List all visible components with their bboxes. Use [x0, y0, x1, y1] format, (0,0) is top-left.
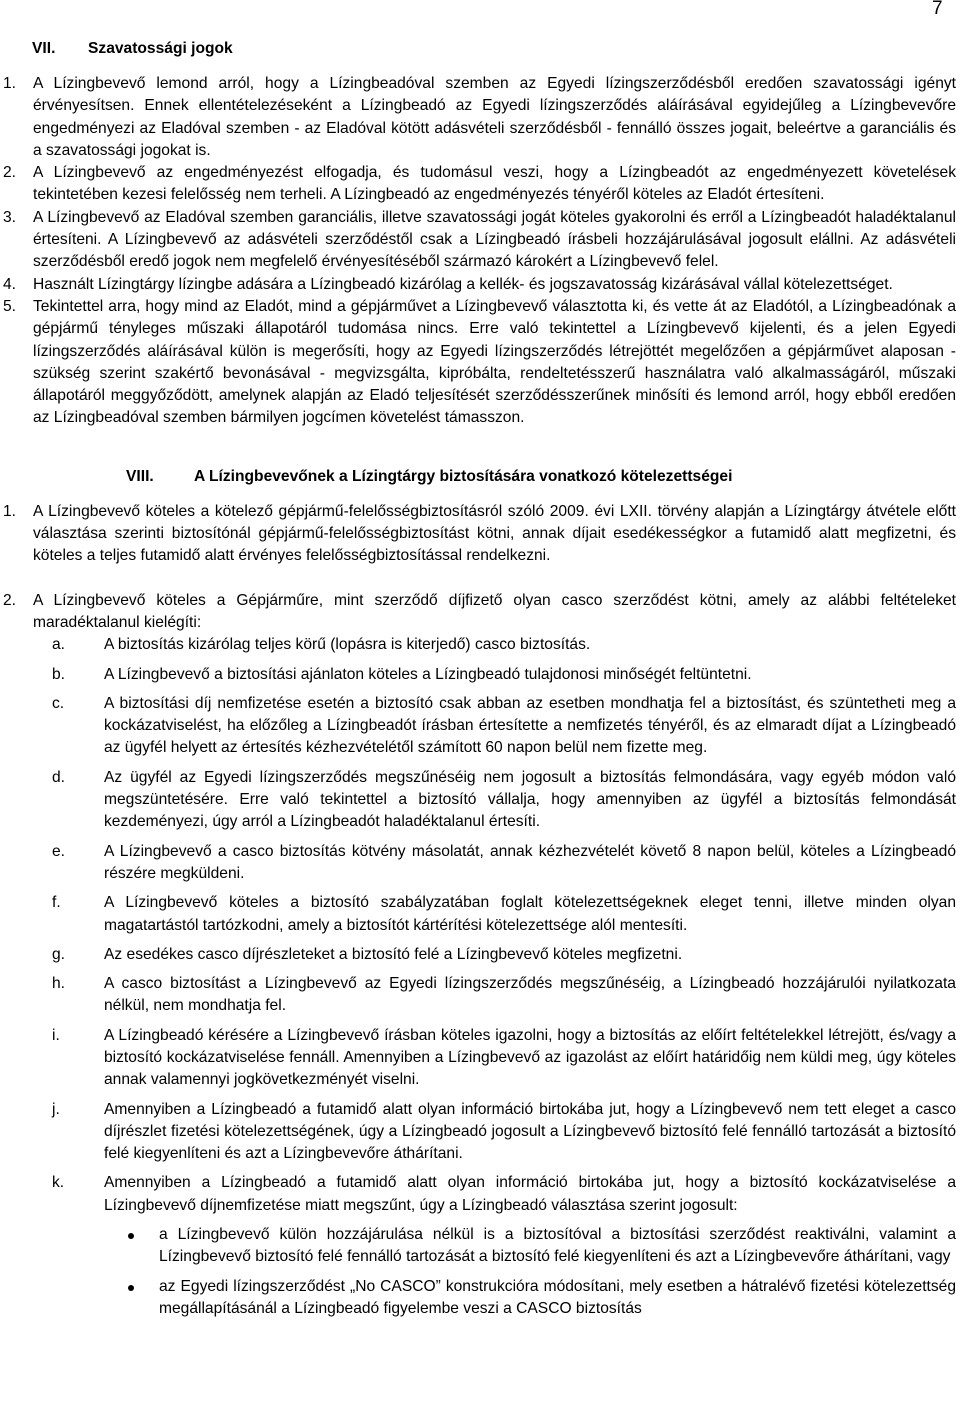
sub-item: j. Amennyiben a Lízingbeadó a futamidő alatt olyan információ birtokába jut, hogy a Lízingbevevő nem tett eleget a casco díjrészlet fizetési kötelezettségének, úgy a Lízingbeadó jogosult a Lízingbevevő biztosító felé fennálló tartozását a biztosító felé kiegyenlíteni és azt a Lízingbevevőre áthárítani. [52, 1100, 956, 1163]
paragraph-text: A Lízingbevevő az engedményezést elfogadja, és tudomásul veszi, hogy a Lízingbeadót az engedményezett követelések tekintetében kezesi felelősség nem terheli. A Lízingbeadó az engedményezés tényéről köteles az Eladót értesíteni. [33, 164, 956, 204]
bullet-icon [128, 1233, 134, 1239]
sub-item: b. A Lízingbevevő a biztosítási ajánlaton köteles a Lízingbeadó tulajdonosi minőségét feltüntetni. [52, 665, 752, 683]
paragraph-text: Tekintettel arra, hogy mind az Eladót, mind a gépjárművet a Lízingbevevő választotta ki, és vette át az Eladótól, a Lízingbeadónak a gépjármű tényleges műszaki állapotáról tudomása nincs. Erre való tekintettel a Lízingbevevő kijelenti, és a jelen Egyedi lízingszerződés aláírásával külön is megerősíti, hogy az Egyedi lízingszerződés létrejöttét megelőzően a gépjárművet alaposan - szükség szerint szakértő bevonásával - megvizsgálta, kipróbálta, rendeltetésszerű használatra való alkalmasságáról, műszaki állapotáról meggyőződött, amelynek alapján az Eladó teljesítését szerződésszerűnek minősíti és lemond arról, hogy ebből eredően az Lízingbeadóval szemben bármilyen jogcímen követelést támasszon. [33, 297, 956, 427]
bullet-item: a Lízingbevevő külön hozzájárulása nélkül is a biztosítóval a biztosítási szerződést reaktiválni, valamint a Lízingbevevő biztosító felé fennálló tartozását a biztosító felé kiegyenlíteni és azt a Lízingbevevőre áthárítani, vagy [0, 1224, 960, 1269]
list-item: 1. A Lízingbevevő köteles a kötelező gépjármű-felelősségbiztosításról szóló 2009. évi LXII. törvény alapján a Lízingtárgy átvétele előtt választása szerinti biztosítónál gépjármű-felelősségbiztosítást kötni, annak díjait esedékességkor a futamidő alatt megfizetni, és köteles a teljes futamidő alatt érvényes felelősségbiztosítással rendelkezni. [3, 502, 956, 565]
sub-list [0, 634, 960, 1217]
paragraph-text: Használt Lízingtárgy lízingbe adására a Lízingbeadó kizárólag a kellék- és jogszavatosság kizárásával vállal kötelezettséget. [33, 275, 893, 293]
sub-item: e. A Lízingbevevő a casco biztosítás kötvény másolatát, annak kézhezvételét követő 8 napon belül, köteles a Lízingbeadó részére megküldeni. [52, 842, 956, 882]
list-item: 2. A Lízingbevevő köteles a Gépjárműre, mint szerződő díjfizető olyan casco szerződést kötni, amely az alábbi feltételeket maradéktalanul kielégíti: [3, 591, 956, 631]
section-title: A Lízingbevevőnek a Lízingtárgy biztosítására vonatkozó kötelezettségei [194, 467, 733, 485]
sub-item: f. A Lízingbevevő köteles a biztosító szabályzatában foglalt kötelezettségeknek eleget tenni, illetve minden olyan magatartástól tartózkodni, amely a biztosítót kártérítési kötelezettsége alól mentesíti. [52, 894, 956, 934]
section-heading [0, 464, 960, 490]
section-number: VII. [32, 40, 56, 57]
bullet-item: az Egyedi lízingszerződést „No CASCO” konstrukcióra módosítani, mely esetben a hátralévő fizetési kötelezettség megállapításánál a Lízingbeadó figyelembe veszi a CASCO biztosítás [0, 1276, 960, 1321]
document-body [0, 36, 960, 1327]
sub-item: i. A Lízingbeadó kérésére a Lízingbevevő írásban köteles igazolni, hogy a biztosítás az előírt feltételekkel létrejött, és/vagy a biztosító kockázatviselése fennáll. Amennyiben a Lízingbevevő az igazolást az előírt határidőig nem küldi meg, úgy köteles annak valamennyi jogkövetkezményét viselni. [52, 1026, 956, 1089]
paragraph-text: A Lízingbevevő köteles a kötelező gépjármű-felelősségbiztosításról szóló 2009. évi LXII. törvény alapján a Lízingtárgy átvétele előtt választása szerinti biztosítónál gépjármű-felelősségbiztosítást kötni, annak díjait esedékességkor a futamidő alatt megfizetni, és köteles a teljes futamidő alatt érvényes felelősségbiztosítással rendelkezni. [33, 502, 956, 565]
list-item: 5. Tekintettel arra, hogy mind az Eladót, mind a gépjárművet a Lízingbevevő választotta ki, és vette át az Eladótól, a Lízingbeadónak a gépjármű tényleges műszaki állapotáról tudomása nincs. Erre való tekintettel a Lízingbevevő kijelenti, és a jelen Egyedi lízingszerződés aláírásával külön is megerősíti, hogy az Egyedi lízingszerződés létrejöttét megelőzően a gépjárművet alaposan - szükség szerint szakértő bevonásával - megvizsgálta, kipróbálta, rendeltetésszerű használatra való alkalmasságáról, műszaki állapotáról meggyőződött, amelynek alapján az Eladó teljesítését szerződésszerűnek minősíti és lemond arról, hogy ebből eredően az Lízingbeadóval szemben bármilyen jogcímen követelést támasszon. [3, 297, 956, 427]
section-title: Szavatossági jogok [88, 40, 233, 57]
sub-item: c. A biztosítási díj nemfizetése esetén a biztosító csak abban az esetben mondhatja fel a biztosítást, és szüntetheti meg a kockázatviselést, ha előzőleg a Lízingbeadót írásban értesítette a nemfizetés tényéről, és az elmaradt díjat a Lízingbeadó az ügyfél helyett az értesítés kézhezvételétől számított 60 napon belül nem fizette meg. [52, 694, 956, 757]
page-number: 7 [932, 0, 943, 19]
sub-item: a. A biztosítás kizárólag teljes körű (lopásra is kiterjedő) casco biztosítás. [52, 636, 591, 654]
sub-item: d. Az ügyfél az Egyedi lízingszerződés megszűnéséig nem jogosult a biztosítás felmondására, vagy egyéb módon való megszüntetésére. Erre való tekintettel a biztosító vállalja, hogy amennyiben az ügyfél a biztosítás felmondását kezdeményezi, úgy arról a Lízingbeadót haladéktalanul értesíti. [52, 768, 956, 831]
section-8-list [0, 501, 960, 1321]
sub-item: k. Amennyiben a Lízingbeadó a futamidő alatt olyan információ birtokába jut, hogy a biztosító kockázatviselése a Lízingbevevő díjnemfizetése miatt megszűnt, úgy a Lízingbeadó választása szerint jogosult: [52, 1174, 956, 1214]
paragraph-text: A Lízingbevevő az Eladóval szemben garanciális, illetve szavatossági jogát köteles gyakorolni és erről a Lízingbeadót haladéktalanul értesíteni. A Lízingbevevő az adásvételi szerződéstől csak a Lízingbeadó írásbeli hozzájárulásával jogosult elállni. Az adásvételi szerződésből eredő jogok nem megfelelő érvényesítéséből származó károkért a Lízingbevevő felel. [33, 208, 956, 271]
sub-item: g. Az esedékes casco díjrészleteket a biztosító felé a Lízingbevevő köteles megfizetni. [52, 945, 683, 963]
list-item: 2. A Lízingbevevő az engedményezést elfogadja, és tudomásul veszi, hogy a Lízingbeadót az engedményezett követelések tekintetében kezesi felelősség nem terheli. A Lízingbeadó az engedményezés tényéről köteles az Eladót értesíteni. [3, 164, 956, 204]
bullet-icon [128, 1285, 134, 1291]
section-7-list [0, 73, 960, 430]
list-item: 4. Használt Lízingtárgy lízingbe adására a Lízingbeadó kizárólag a kellék- és jogszavatosság kizárásával vállal kötelezettséget. [3, 275, 893, 293]
paragraph-text: A Lízingbevevő lemond arról, hogy a Lízingbeadóval szemben az Egyedi lízingszerződésből eredően szavatossági igényt érvényesítsen. Ennek ellentételezéseként a Lízingbeadó az Egyedi lízingszerződés aláírásával egyidejűleg a Lízingbevevőre engedményezi az Eladóval szemben - az Eladóval kötött adásvételi szerződésből - fennálló összes jogait, beleértve a garanciális és a szavatossági jogokat is. [33, 75, 956, 159]
list-item: 1. A Lízingbevevő lemond arról, hogy a Lízingbeadóval szemben az Egyedi lízingszerződésből eredően szavatossági igényt érvényesítsen. Ennek ellentételezéseként a Lízingbeadó az Egyedi lízingszerződés aláírásával egyidejűleg a Lízingbevevőre engedményezi az Eladóval szemben - az Eladóval kötött adásvételi szerződésből - fennálló összes jogait, beleértve a garanciális és a szavatossági jogokat is. [3, 75, 956, 159]
list-item: 3. A Lízingbevevő az Eladóval szemben garanciális, illetve szavatossági jogát köteles gyakorolni és erről a Lízingbeadót haladéktalanul értesíteni. A Lízingbevevő az adásvételi szerződéstől csak a Lízingbeadó írásbeli hozzájárulásával jogosult elállni. Az adásvételi szerződésből eredő jogok nem megfelelő érvényesítéséből származó károkért a Lízingbevevő felel. [3, 208, 956, 271]
section-heading [0, 36, 960, 62]
section-number: VIII. [126, 467, 154, 485]
paragraph-text: A Lízingbevevő köteles a Gépjárműre, mint szerződő díjfizető olyan casco szerződést kötni, amely az alábbi feltételeket maradéktalanul kielégíti: [33, 591, 956, 631]
sub-item: h. A casco biztosítást a Lízingbevevő az Egyedi lízingszerződés megszűnéséig, a Lízingbeadó hozzájárulói nyilatkozata nélkül, nem mondhatja fel. [52, 975, 956, 1015]
bullet-list [0, 1224, 960, 1320]
